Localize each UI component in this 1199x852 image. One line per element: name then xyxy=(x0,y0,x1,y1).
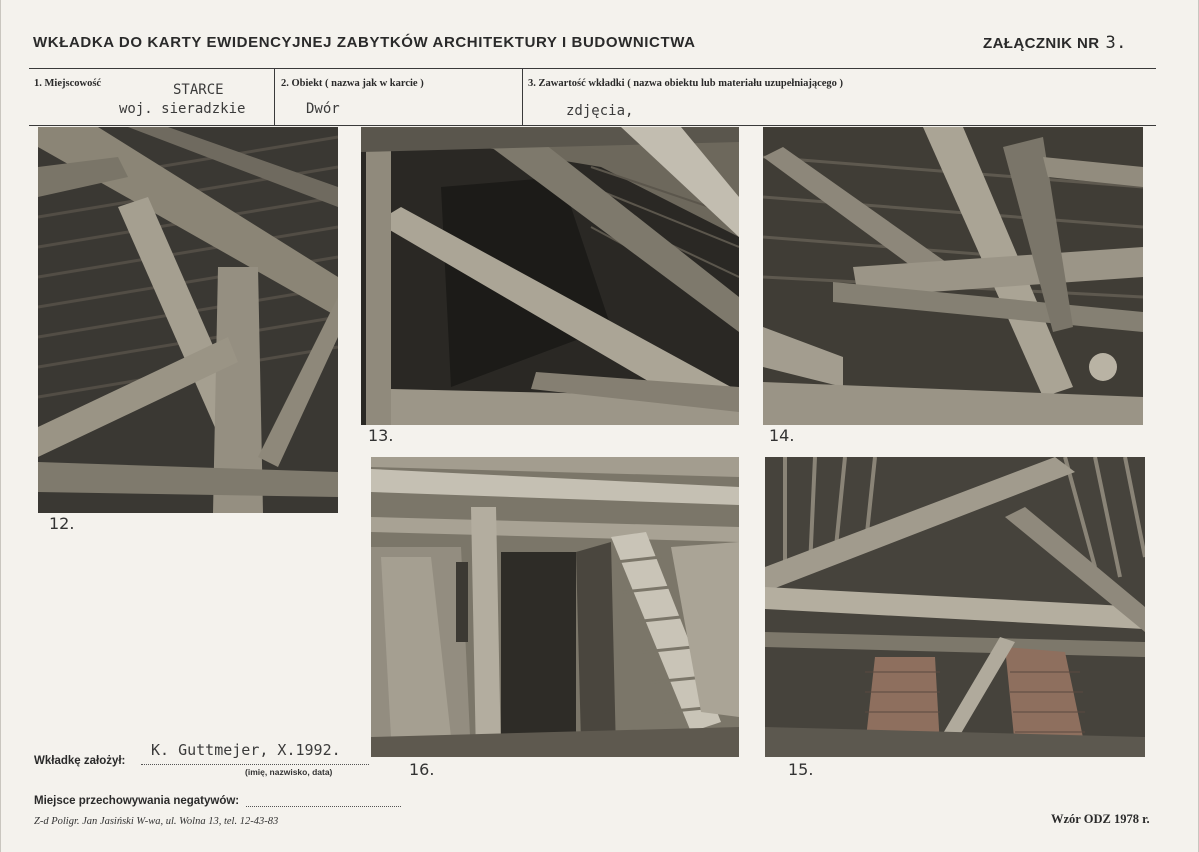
object-label-text: Obiekt xyxy=(291,78,323,89)
photo-15-number: 15. xyxy=(788,760,814,779)
object-label-note: ( nazwa jak w karcie ) xyxy=(325,78,424,89)
printer-imprint: Z-d Poligr. Jan Jasiński W-wa, ul. Wolna 13, tel. 12-43-83 xyxy=(34,816,279,827)
contents-label xyxy=(528,78,843,89)
annex-label: ZAŁĄCZNIK NR xyxy=(983,35,1100,52)
attic-chimney-photo-icon xyxy=(765,457,1145,757)
author-dotted-line xyxy=(141,764,369,765)
photo-16 xyxy=(371,457,739,757)
locality-value: STARCE xyxy=(173,82,224,98)
header-bottom-rule xyxy=(29,125,1156,126)
author-value: K. Guttmejer, X.1992. xyxy=(151,741,341,759)
author-note: (imię, nazwisko, data) xyxy=(245,767,333,777)
author-label: Wkładkę założył: xyxy=(34,755,126,767)
object-label xyxy=(281,78,424,89)
attic-truss-photo-icon xyxy=(38,127,338,513)
photo-16-number: 16. xyxy=(409,760,435,779)
pattern-value: ODZ 1978 r. xyxy=(1083,812,1150,826)
photo-13 xyxy=(361,127,739,425)
photo-15 xyxy=(765,457,1145,757)
contents-label-number: 3. xyxy=(528,78,536,89)
document-title: WKŁADKA DO KARTY EWIDENCYJNEJ ZABYTKÓW ARCHITEKTURY I BUDOWNICTWA xyxy=(33,34,696,51)
contents-label-note: ( nazwa obiektu lub materiału uzupełniającego ) xyxy=(627,78,844,89)
photo-14-number: 14. xyxy=(769,426,795,445)
contents-value: zdjęcia, xyxy=(566,103,634,119)
photo-12 xyxy=(38,127,338,513)
object-label-number: 2. xyxy=(281,78,289,89)
pattern-label: Wzór xyxy=(1051,812,1081,826)
contents-label-text: Zawartość wkładki xyxy=(538,78,625,89)
attic-beams-photo-icon xyxy=(763,127,1143,425)
header-top-rule xyxy=(29,68,1156,69)
annex-label-group xyxy=(983,33,1127,53)
field-divider-2 xyxy=(522,69,523,125)
pattern-mark xyxy=(1051,812,1150,827)
negatives-label: Miejsce przechowywania negatywów: xyxy=(34,795,240,807)
field-divider-1 xyxy=(274,69,275,125)
attic-rafters-photo-icon xyxy=(361,127,739,425)
photo-13-number: 13. xyxy=(368,426,394,445)
negatives-dotted-line xyxy=(246,806,401,807)
locality-label-text: Miejscowość xyxy=(44,78,102,89)
locality-label xyxy=(34,78,101,89)
photo-14 xyxy=(763,127,1143,425)
locality-region: woj. sieradzkie xyxy=(119,101,246,117)
object-value: Dwór xyxy=(306,101,340,117)
attic-door-stairs-photo-icon xyxy=(371,457,739,757)
annex-number: 3. xyxy=(1105,33,1127,53)
photo-12-number: 12. xyxy=(49,514,75,533)
locality-label-number: 1. xyxy=(34,78,42,89)
